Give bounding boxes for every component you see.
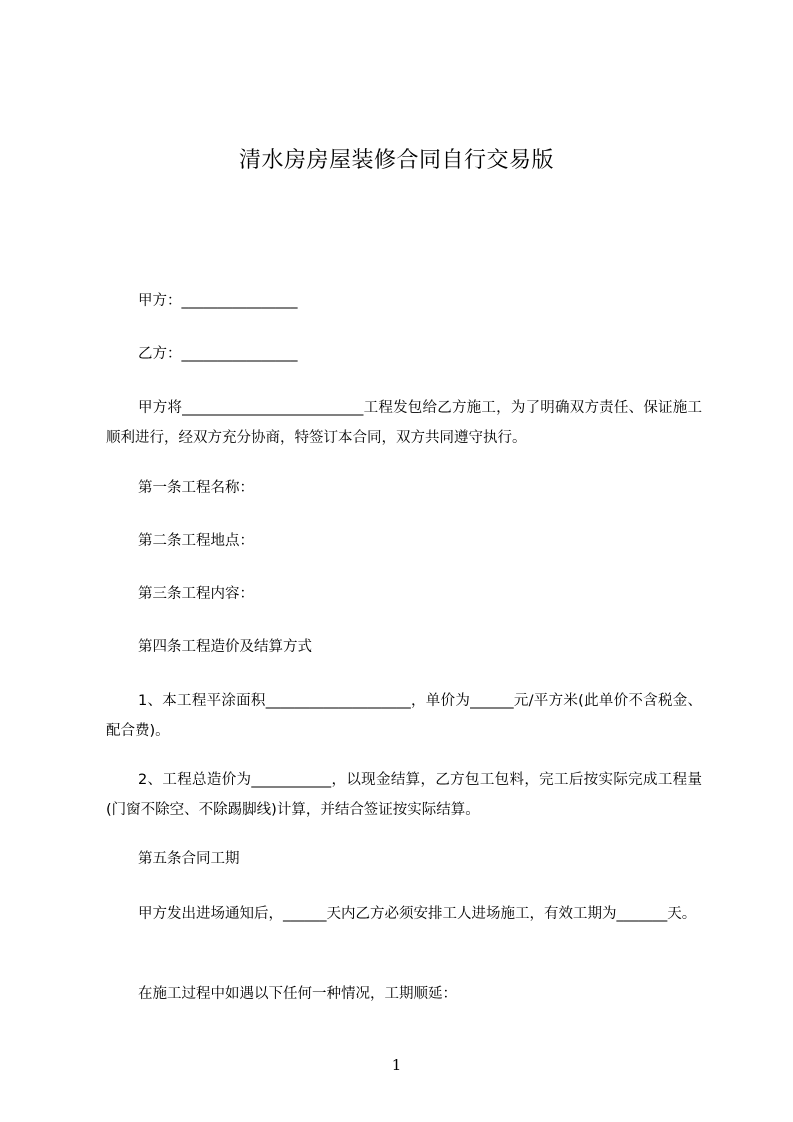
intro-paragraph: 甲方将_________________________工程发包给乙方施工，为了明确双方责任、保证施工顺利进行，经双方充分协商，特签订本合同，双方共同遵守执行。	[106, 400, 702, 446]
article-5-paragraph: 甲方发出进场通知后，______天内乙方必须安排工人进场施工，有效工期为_______天。	[138, 906, 697, 922]
article-4-heading: 第四条工程造价及结算方式	[138, 639, 312, 655]
article-3-heading: 第三条工程内容：	[138, 586, 254, 602]
party-b-line: 乙方：________________	[138, 346, 298, 362]
article-2-heading: 第二条工程地点：	[138, 533, 254, 549]
delay-intro-line: 在施工过程中如遇以下任何一种情况，工期顺延：	[138, 986, 457, 1002]
document-title: 清水房房屋装修合同自行交易版	[238, 148, 554, 173]
article-4-item-2: 2、工程总造价为___________，以现金结算，乙方包工包料，完工后按实际完成工程量(门窗不除空、不除踢脚线)计算，并结合签证按实际结算。	[106, 772, 702, 818]
article-5-heading: 第五条合同工期	[138, 851, 240, 867]
page-number: 1	[391, 1056, 402, 1074]
party-a-line: 甲方：________________	[138, 293, 298, 309]
article-4-item-1: 1、本工程平涂面积____________________，单价为______元/平方米(此单价不含税金、配合费)。	[106, 693, 702, 739]
article-1-heading: 第一条工程名称：	[138, 480, 254, 496]
